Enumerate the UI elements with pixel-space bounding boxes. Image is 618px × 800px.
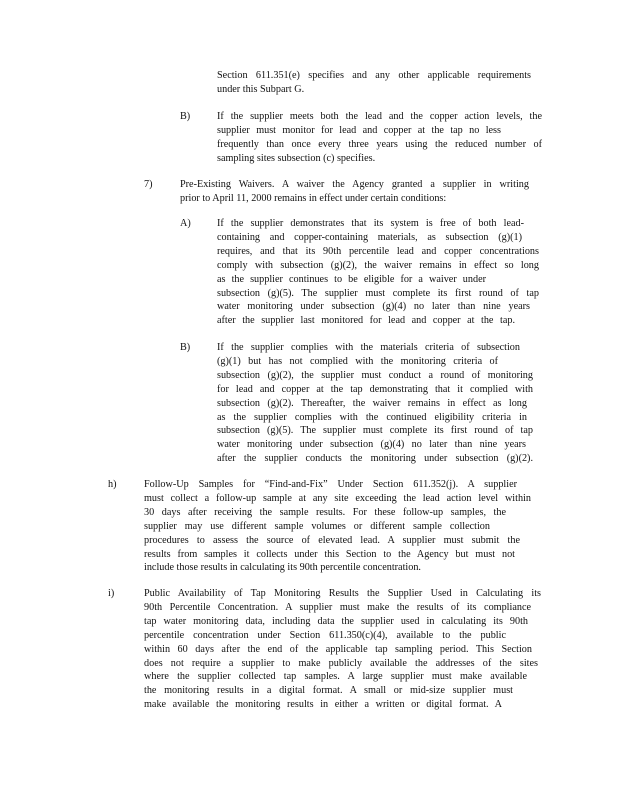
text-line: comply with subsection (g)(2), the waiver remains in effect so long: [217, 259, 539, 271]
text-line: If the supplier complies with the materials criteria of subsection: [217, 342, 520, 353]
text-line: subsection (g)(5). The supplier must complete its first round of tap: [217, 287, 539, 299]
text-line: include those results in calculating its 90th percentile concentration.: [144, 562, 421, 574]
text-line: If the supplier demonstrates that its system is free of both lead-: [217, 218, 524, 229]
text-line: supplier may use different sample volumes or different sample collection: [144, 520, 490, 532]
text-line: 30 days after receiving the sample results. For these follow-up samples, the: [144, 506, 506, 518]
text-line: water monitoring under subsection (g)(4) no later than nine years: [217, 439, 526, 451]
item-text: [144, 478, 531, 575]
text-line: prior to April 11, 2000 remains in effect under certain conditions:: [180, 192, 447, 204]
text-line: frequently than once every three years using the reduced number of: [217, 138, 542, 150]
text-line: tap water monitoring data, including data the supplier used in calculating its 90th: [144, 615, 528, 627]
text-line: as the supplier complies with the continued eligibility criteria in: [217, 411, 527, 423]
text-line: containing and copper-containing materials, as subsection (g)(1): [217, 231, 522, 243]
text-line: water monitoring under subsection (g)(4) no later than nine years: [217, 301, 530, 313]
text-line: Pre-Existing Waivers. A waiver the Agency granted a supplier in writing: [180, 179, 529, 190]
text-line: results from samples it collects under this Section to the Agency but must not: [144, 548, 515, 560]
text-line: 90th Percentile Concentration. A supplier must make the results of its compliance: [144, 601, 531, 613]
text-line: does not require a supplier to make publicly available the addresses of the sites: [144, 657, 538, 669]
text-line: If the supplier meets both the lead and the copper action levels, the: [217, 111, 542, 122]
text-line: as the supplier continues to be eligible for a waiver under: [217, 273, 486, 285]
text-line: percentile concentration under Section 611.350(c)(4), available to the public: [144, 629, 506, 641]
item-text: [144, 587, 541, 712]
text-line: the monitoring results in a digital format. A small or mid-size supplier must: [144, 685, 513, 697]
text-line: for lead and copper at the tap demonstrating that it complied with: [217, 383, 533, 395]
text-line: (g)(1) but has not complied with the monitoring criteria of: [217, 355, 498, 367]
text-line: procedures to assess the source of elevated lead. A supplier must submit the: [144, 534, 520, 546]
text-line: sampling sites subsection (c) specifies.: [217, 152, 376, 164]
text-line: must collect a follow-up sample at any site exceeding the lead action level within: [144, 492, 531, 504]
text-line: requires, and that its 90th percentile lead and copper concentrations: [217, 245, 539, 257]
item-label: i): [108, 588, 115, 599]
text-line: under this Subpart G.: [217, 83, 305, 95]
text-line: make available the monitoring results in either a written or digital format. A: [144, 699, 502, 711]
text-line: Section 611.351(e) specifies and any other applicable requirements: [217, 70, 531, 81]
item-text: [180, 178, 529, 206]
item-text: [217, 217, 539, 328]
item-label: B): [180, 342, 191, 353]
text-line: subsection (g)(2). Thereafter, the waiver remains in effect as long: [217, 397, 527, 409]
item-label: 7): [144, 179, 153, 190]
text-line: after the supplier last monitored for lead and copper at the tap.: [217, 315, 515, 327]
item-label: A): [180, 218, 191, 229]
item-text: [217, 341, 533, 466]
item-label: B): [180, 111, 191, 122]
text-line: where the supplier collected tap samples. A large supplier must make available: [144, 671, 527, 683]
text-line: subsection (g)(5). The supplier must complete its first round of tap: [217, 425, 533, 437]
text-line: within 60 days after the end of the applicable tap sampling period. This Section: [144, 643, 532, 655]
text-line: Public Availability of Tap Monitoring Results the Supplier Used in Calculating its: [144, 588, 541, 599]
text-line: supplier must monitor for lead and copper at the tap no less: [217, 124, 501, 136]
text-line: Follow-Up Samples for “Find-and-Fix” Under Section 611.352(j). A supplier: [144, 479, 517, 490]
item-text: [217, 110, 542, 166]
continuation-text: [217, 69, 531, 97]
text-line: after the supplier conducts the monitoring under subsection (g)(2).: [217, 453, 533, 465]
text-line: subsection (g)(2), the supplier must conduct a round of monitoring: [217, 369, 533, 381]
item-label: h): [108, 479, 117, 490]
